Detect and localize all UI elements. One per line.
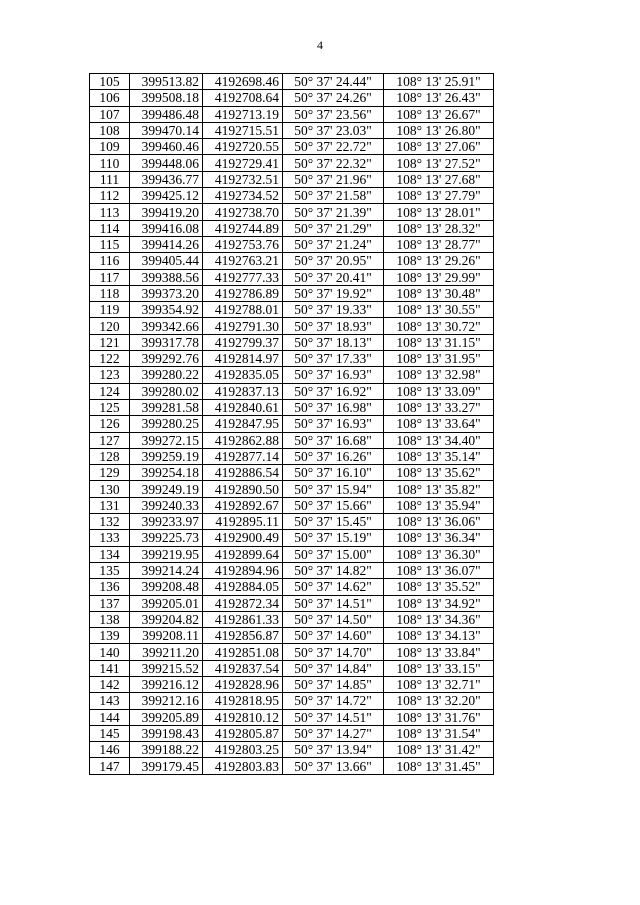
y-coordinate-cell: 4192805.87: [203, 725, 283, 741]
x-coordinate-cell: 399179.45: [130, 758, 203, 774]
latitude-cell: 50° 37' 16.68": [283, 432, 384, 448]
latitude-cell: 50° 37' 21.39": [283, 204, 384, 220]
latitude-cell: 50° 37' 20.41": [283, 269, 384, 285]
longitude-cell: 108° 13' 33.09": [384, 383, 494, 399]
point-number-cell: 125: [90, 399, 130, 415]
x-coordinate-cell: 399225.73: [130, 530, 203, 546]
point-number-cell: 131: [90, 497, 130, 513]
latitude-cell: 50° 37' 18.93": [283, 318, 384, 334]
y-coordinate-cell: 4192837.13: [203, 383, 283, 399]
latitude-cell: 50° 37' 14.82": [283, 562, 384, 578]
table-row: [90, 236, 494, 252]
table-row: [90, 448, 494, 464]
longitude-cell: 108° 13' 31.42": [384, 742, 494, 758]
latitude-cell: 50° 37' 14.85": [283, 676, 384, 692]
y-coordinate-cell: 4192837.54: [203, 660, 283, 676]
table-row: [90, 725, 494, 741]
y-coordinate-cell: 4192698.46: [203, 74, 283, 90]
point-number-cell: 122: [90, 351, 130, 367]
y-coordinate-cell: 4192872.34: [203, 595, 283, 611]
latitude-cell: 50° 37' 21.96": [283, 171, 384, 187]
table-row: [90, 742, 494, 758]
latitude-cell: 50° 37' 21.58": [283, 188, 384, 204]
x-coordinate-cell: 399259.19: [130, 448, 203, 464]
y-coordinate-cell: 4192814.97: [203, 351, 283, 367]
longitude-cell: 108° 13' 30.48": [384, 285, 494, 301]
x-coordinate-cell: 399281.58: [130, 399, 203, 415]
x-coordinate-cell: 399215.52: [130, 660, 203, 676]
point-number-cell: 132: [90, 514, 130, 530]
latitude-cell: 50° 37' 14.60": [283, 628, 384, 644]
point-number-cell: 146: [90, 742, 130, 758]
y-coordinate-cell: 4192892.67: [203, 497, 283, 513]
point-number-cell: 117: [90, 269, 130, 285]
longitude-cell: 108° 13' 35.94": [384, 497, 494, 513]
x-coordinate-cell: 399205.89: [130, 709, 203, 725]
latitude-cell: 50° 37' 16.92": [283, 383, 384, 399]
point-number-cell: 130: [90, 481, 130, 497]
x-coordinate-cell: 399436.77: [130, 171, 203, 187]
table-row: [90, 367, 494, 383]
longitude-cell: 108° 13' 34.13": [384, 628, 494, 644]
point-number-cell: 145: [90, 725, 130, 741]
latitude-cell: 50° 37' 18.13": [283, 334, 384, 350]
latitude-cell: 50° 37' 14.62": [283, 579, 384, 595]
latitude-cell: 50° 37' 20.95": [283, 253, 384, 269]
x-coordinate-cell: 399198.43: [130, 725, 203, 741]
x-coordinate-cell: 399419.20: [130, 204, 203, 220]
table-row: [90, 497, 494, 513]
longitude-cell: 108° 13' 36.07": [384, 562, 494, 578]
point-number-cell: 129: [90, 465, 130, 481]
table-row: [90, 481, 494, 497]
y-coordinate-cell: 4192895.11: [203, 514, 283, 530]
x-coordinate-cell: 399208.48: [130, 579, 203, 595]
point-number-cell: 147: [90, 758, 130, 774]
y-coordinate-cell: 4192786.89: [203, 285, 283, 301]
y-coordinate-cell: 4192828.96: [203, 676, 283, 692]
table-row: [90, 416, 494, 432]
table-row: [90, 204, 494, 220]
table-row: [90, 269, 494, 285]
point-number-cell: 123: [90, 367, 130, 383]
longitude-cell: 108° 13' 31.45": [384, 758, 494, 774]
y-coordinate-cell: 4192818.95: [203, 693, 283, 709]
point-number-cell: 120: [90, 318, 130, 334]
longitude-cell: 108° 13' 27.52": [384, 155, 494, 171]
table-row: [90, 546, 494, 562]
y-coordinate-cell: 4192884.05: [203, 579, 283, 595]
point-number-cell: 128: [90, 448, 130, 464]
latitude-cell: 50° 37' 15.19": [283, 530, 384, 546]
x-coordinate-cell: 399188.22: [130, 742, 203, 758]
y-coordinate-cell: 4192738.70: [203, 204, 283, 220]
point-number-cell: 127: [90, 432, 130, 448]
longitude-cell: 108° 13' 30.55": [384, 302, 494, 318]
point-number-cell: 118: [90, 285, 130, 301]
x-coordinate-cell: 399212.16: [130, 693, 203, 709]
x-coordinate-cell: 399240.33: [130, 497, 203, 513]
x-coordinate-cell: 399233.97: [130, 514, 203, 530]
longitude-cell: 108° 13' 35.82": [384, 481, 494, 497]
longitude-cell: 108° 13' 34.92": [384, 595, 494, 611]
latitude-cell: 50° 37' 19.33": [283, 302, 384, 318]
latitude-cell: 50° 37' 23.56": [283, 106, 384, 122]
longitude-cell: 108° 13' 27.79": [384, 188, 494, 204]
longitude-cell: 108° 13' 33.64": [384, 416, 494, 432]
y-coordinate-cell: 4192840.61: [203, 399, 283, 415]
latitude-cell: 50° 37' 24.26": [283, 90, 384, 106]
x-coordinate-cell: 399317.78: [130, 334, 203, 350]
table-row: [90, 465, 494, 481]
latitude-cell: 50° 37' 24.44": [283, 74, 384, 90]
x-coordinate-cell: 399211.20: [130, 644, 203, 660]
y-coordinate-cell: 4192788.01: [203, 302, 283, 318]
y-coordinate-cell: 4192744.89: [203, 220, 283, 236]
y-coordinate-cell: 4192894.96: [203, 562, 283, 578]
longitude-cell: 108° 13' 26.43": [384, 90, 494, 106]
longitude-cell: 108° 13' 35.52": [384, 579, 494, 595]
coordinates-table: [89, 73, 494, 775]
table-row: [90, 579, 494, 595]
y-coordinate-cell: 4192847.95: [203, 416, 283, 432]
point-number-cell: 137: [90, 595, 130, 611]
x-coordinate-cell: 399460.46: [130, 139, 203, 155]
point-number-cell: 108: [90, 122, 130, 138]
x-coordinate-cell: 399354.92: [130, 302, 203, 318]
x-coordinate-cell: 399425.12: [130, 188, 203, 204]
y-coordinate-cell: 4192877.14: [203, 448, 283, 464]
latitude-cell: 50° 37' 16.98": [283, 399, 384, 415]
point-number-cell: 105: [90, 74, 130, 90]
table-row: [90, 74, 494, 90]
point-number-cell: 143: [90, 693, 130, 709]
point-number-cell: 112: [90, 188, 130, 204]
latitude-cell: 50° 37' 14.50": [283, 611, 384, 627]
table-row: [90, 758, 494, 774]
longitude-cell: 108° 13' 28.32": [384, 220, 494, 236]
y-coordinate-cell: 4192708.64: [203, 90, 283, 106]
latitude-cell: 50° 37' 15.45": [283, 514, 384, 530]
point-number-cell: 114: [90, 220, 130, 236]
point-number-cell: 119: [90, 302, 130, 318]
latitude-cell: 50° 37' 16.26": [283, 448, 384, 464]
y-coordinate-cell: 4192791.30: [203, 318, 283, 334]
x-coordinate-cell: 399292.76: [130, 351, 203, 367]
y-coordinate-cell: 4192729.41: [203, 155, 283, 171]
x-coordinate-cell: 399219.95: [130, 546, 203, 562]
latitude-cell: 50° 37' 13.66": [283, 758, 384, 774]
longitude-cell: 108° 13' 34.36": [384, 611, 494, 627]
y-coordinate-cell: 4192734.52: [203, 188, 283, 204]
table-row: [90, 90, 494, 106]
longitude-cell: 108° 13' 29.26": [384, 253, 494, 269]
table-row: [90, 399, 494, 415]
table-row: [90, 432, 494, 448]
x-coordinate-cell: 399388.56: [130, 269, 203, 285]
longitude-cell: 108° 13' 25.91": [384, 74, 494, 90]
point-number-cell: 142: [90, 676, 130, 692]
longitude-cell: 108° 13' 28.77": [384, 236, 494, 252]
longitude-cell: 108° 13' 35.62": [384, 465, 494, 481]
table-row: [90, 220, 494, 236]
y-coordinate-cell: 4192886.54: [203, 465, 283, 481]
x-coordinate-cell: 399414.26: [130, 236, 203, 252]
point-number-cell: 110: [90, 155, 130, 171]
table-row: [90, 693, 494, 709]
y-coordinate-cell: 4192720.55: [203, 139, 283, 155]
y-coordinate-cell: 4192851.08: [203, 644, 283, 660]
latitude-cell: 50° 37' 21.24": [283, 236, 384, 252]
longitude-cell: 108° 13' 26.67": [384, 106, 494, 122]
point-number-cell: 126: [90, 416, 130, 432]
x-coordinate-cell: 399373.20: [130, 285, 203, 301]
table-row: [90, 660, 494, 676]
latitude-cell: 50° 37' 14.72": [283, 693, 384, 709]
table-row: [90, 628, 494, 644]
table-row: [90, 709, 494, 725]
point-number-cell: 111: [90, 171, 130, 187]
y-coordinate-cell: 4192803.83: [203, 758, 283, 774]
longitude-cell: 108° 13' 36.34": [384, 530, 494, 546]
table-row: [90, 644, 494, 660]
table-row: [90, 334, 494, 350]
table-row: [90, 514, 494, 530]
point-number-cell: 116: [90, 253, 130, 269]
point-number-cell: 138: [90, 611, 130, 627]
table-row: [90, 139, 494, 155]
table-row: [90, 155, 494, 171]
x-coordinate-cell: 399486.48: [130, 106, 203, 122]
longitude-cell: 108° 13' 33.84": [384, 644, 494, 660]
table-row: [90, 383, 494, 399]
latitude-cell: 50° 37' 16.93": [283, 416, 384, 432]
longitude-cell: 108° 13' 31.95": [384, 351, 494, 367]
latitude-cell: 50° 37' 22.32": [283, 155, 384, 171]
longitude-cell: 108° 13' 36.30": [384, 546, 494, 562]
latitude-cell: 50° 37' 19.92": [283, 285, 384, 301]
table-row: [90, 318, 494, 334]
latitude-cell: 50° 37' 14.27": [283, 725, 384, 741]
x-coordinate-cell: 399208.11: [130, 628, 203, 644]
x-coordinate-cell: 399272.15: [130, 432, 203, 448]
longitude-cell: 108° 13' 31.15": [384, 334, 494, 350]
y-coordinate-cell: 4192899.64: [203, 546, 283, 562]
x-coordinate-cell: 399205.01: [130, 595, 203, 611]
longitude-cell: 108° 13' 34.40": [384, 432, 494, 448]
latitude-cell: 50° 37' 16.93": [283, 367, 384, 383]
longitude-cell: 108° 13' 27.06": [384, 139, 494, 155]
page-number: 4: [317, 38, 323, 52]
point-number-cell: 106: [90, 90, 130, 106]
y-coordinate-cell: 4192835.05: [203, 367, 283, 383]
y-coordinate-cell: 4192810.12: [203, 709, 283, 725]
y-coordinate-cell: 4192900.49: [203, 530, 283, 546]
latitude-cell: 50° 37' 16.10": [283, 465, 384, 481]
table-row: [90, 530, 494, 546]
x-coordinate-cell: 399416.08: [130, 220, 203, 236]
longitude-cell: 108° 13' 28.01": [384, 204, 494, 220]
point-number-cell: 140: [90, 644, 130, 660]
point-number-cell: 115: [90, 236, 130, 252]
x-coordinate-cell: 399280.22: [130, 367, 203, 383]
y-coordinate-cell: 4192862.88: [203, 432, 283, 448]
x-coordinate-cell: 399448.06: [130, 155, 203, 171]
longitude-cell: 108° 13' 33.27": [384, 399, 494, 415]
y-coordinate-cell: 4192803.25: [203, 742, 283, 758]
x-coordinate-cell: 399405.44: [130, 253, 203, 269]
point-number-cell: 134: [90, 546, 130, 562]
x-coordinate-cell: 399249.19: [130, 481, 203, 497]
y-coordinate-cell: 4192753.76: [203, 236, 283, 252]
x-coordinate-cell: 399342.66: [130, 318, 203, 334]
longitude-cell: 108° 13' 30.72": [384, 318, 494, 334]
x-coordinate-cell: 399280.02: [130, 383, 203, 399]
x-coordinate-cell: 399204.82: [130, 611, 203, 627]
x-coordinate-cell: 399214.24: [130, 562, 203, 578]
x-coordinate-cell: 399280.25: [130, 416, 203, 432]
longitude-cell: 108° 13' 26.80": [384, 122, 494, 138]
longitude-cell: 108° 13' 31.76": [384, 709, 494, 725]
table-row: [90, 676, 494, 692]
point-number-cell: 141: [90, 660, 130, 676]
point-number-cell: 144: [90, 709, 130, 725]
latitude-cell: 50° 37' 15.94": [283, 481, 384, 497]
latitude-cell: 50° 37' 13.94": [283, 742, 384, 758]
longitude-cell: 108° 13' 36.06": [384, 514, 494, 530]
table-row: [90, 122, 494, 138]
latitude-cell: 50° 37' 21.29": [283, 220, 384, 236]
latitude-cell: 50° 37' 14.70": [283, 644, 384, 660]
table-row: [90, 351, 494, 367]
x-coordinate-cell: 399216.12: [130, 676, 203, 692]
point-number-cell: 113: [90, 204, 130, 220]
latitude-cell: 50° 37' 14.51": [283, 595, 384, 611]
latitude-cell: 50° 37' 22.72": [283, 139, 384, 155]
point-number-cell: 124: [90, 383, 130, 399]
coordinates-table-body: [90, 74, 494, 775]
y-coordinate-cell: 4192856.87: [203, 628, 283, 644]
x-coordinate-cell: 399254.18: [130, 465, 203, 481]
longitude-cell: 108° 13' 32.71": [384, 676, 494, 692]
point-number-cell: 107: [90, 106, 130, 122]
y-coordinate-cell: 4192713.19: [203, 106, 283, 122]
latitude-cell: 50° 37' 23.03": [283, 122, 384, 138]
y-coordinate-cell: 4192715.51: [203, 122, 283, 138]
table-row: [90, 285, 494, 301]
table-row: [90, 106, 494, 122]
latitude-cell: 50° 37' 17.33": [283, 351, 384, 367]
table-row: [90, 188, 494, 204]
longitude-cell: 108° 13' 32.20": [384, 693, 494, 709]
table-row: [90, 171, 494, 187]
point-number-cell: 139: [90, 628, 130, 644]
y-coordinate-cell: 4192799.37: [203, 334, 283, 350]
x-coordinate-cell: 399513.82: [130, 74, 203, 90]
latitude-cell: 50° 37' 14.51": [283, 709, 384, 725]
y-coordinate-cell: 4192732.51: [203, 171, 283, 187]
point-number-cell: 136: [90, 579, 130, 595]
longitude-cell: 108° 13' 27.68": [384, 171, 494, 187]
table-row: [90, 595, 494, 611]
longitude-cell: 108° 13' 31.54": [384, 725, 494, 741]
point-number-cell: 135: [90, 562, 130, 578]
latitude-cell: 50° 37' 15.00": [283, 546, 384, 562]
table-row: [90, 253, 494, 269]
latitude-cell: 50° 37' 15.66": [283, 497, 384, 513]
point-number-cell: 109: [90, 139, 130, 155]
longitude-cell: 108° 13' 33.15": [384, 660, 494, 676]
table-row: [90, 302, 494, 318]
point-number-cell: 121: [90, 334, 130, 350]
latitude-cell: 50° 37' 14.84": [283, 660, 384, 676]
y-coordinate-cell: 4192777.33: [203, 269, 283, 285]
point-number-cell: 133: [90, 530, 130, 546]
x-coordinate-cell: 399470.14: [130, 122, 203, 138]
table-row: [90, 611, 494, 627]
table-row: [90, 562, 494, 578]
y-coordinate-cell: 4192861.33: [203, 611, 283, 627]
longitude-cell: 108° 13' 29.99": [384, 269, 494, 285]
y-coordinate-cell: 4192890.50: [203, 481, 283, 497]
longitude-cell: 108° 13' 32.98": [384, 367, 494, 383]
y-coordinate-cell: 4192763.21: [203, 253, 283, 269]
longitude-cell: 108° 13' 35.14": [384, 448, 494, 464]
x-coordinate-cell: 399508.18: [130, 90, 203, 106]
